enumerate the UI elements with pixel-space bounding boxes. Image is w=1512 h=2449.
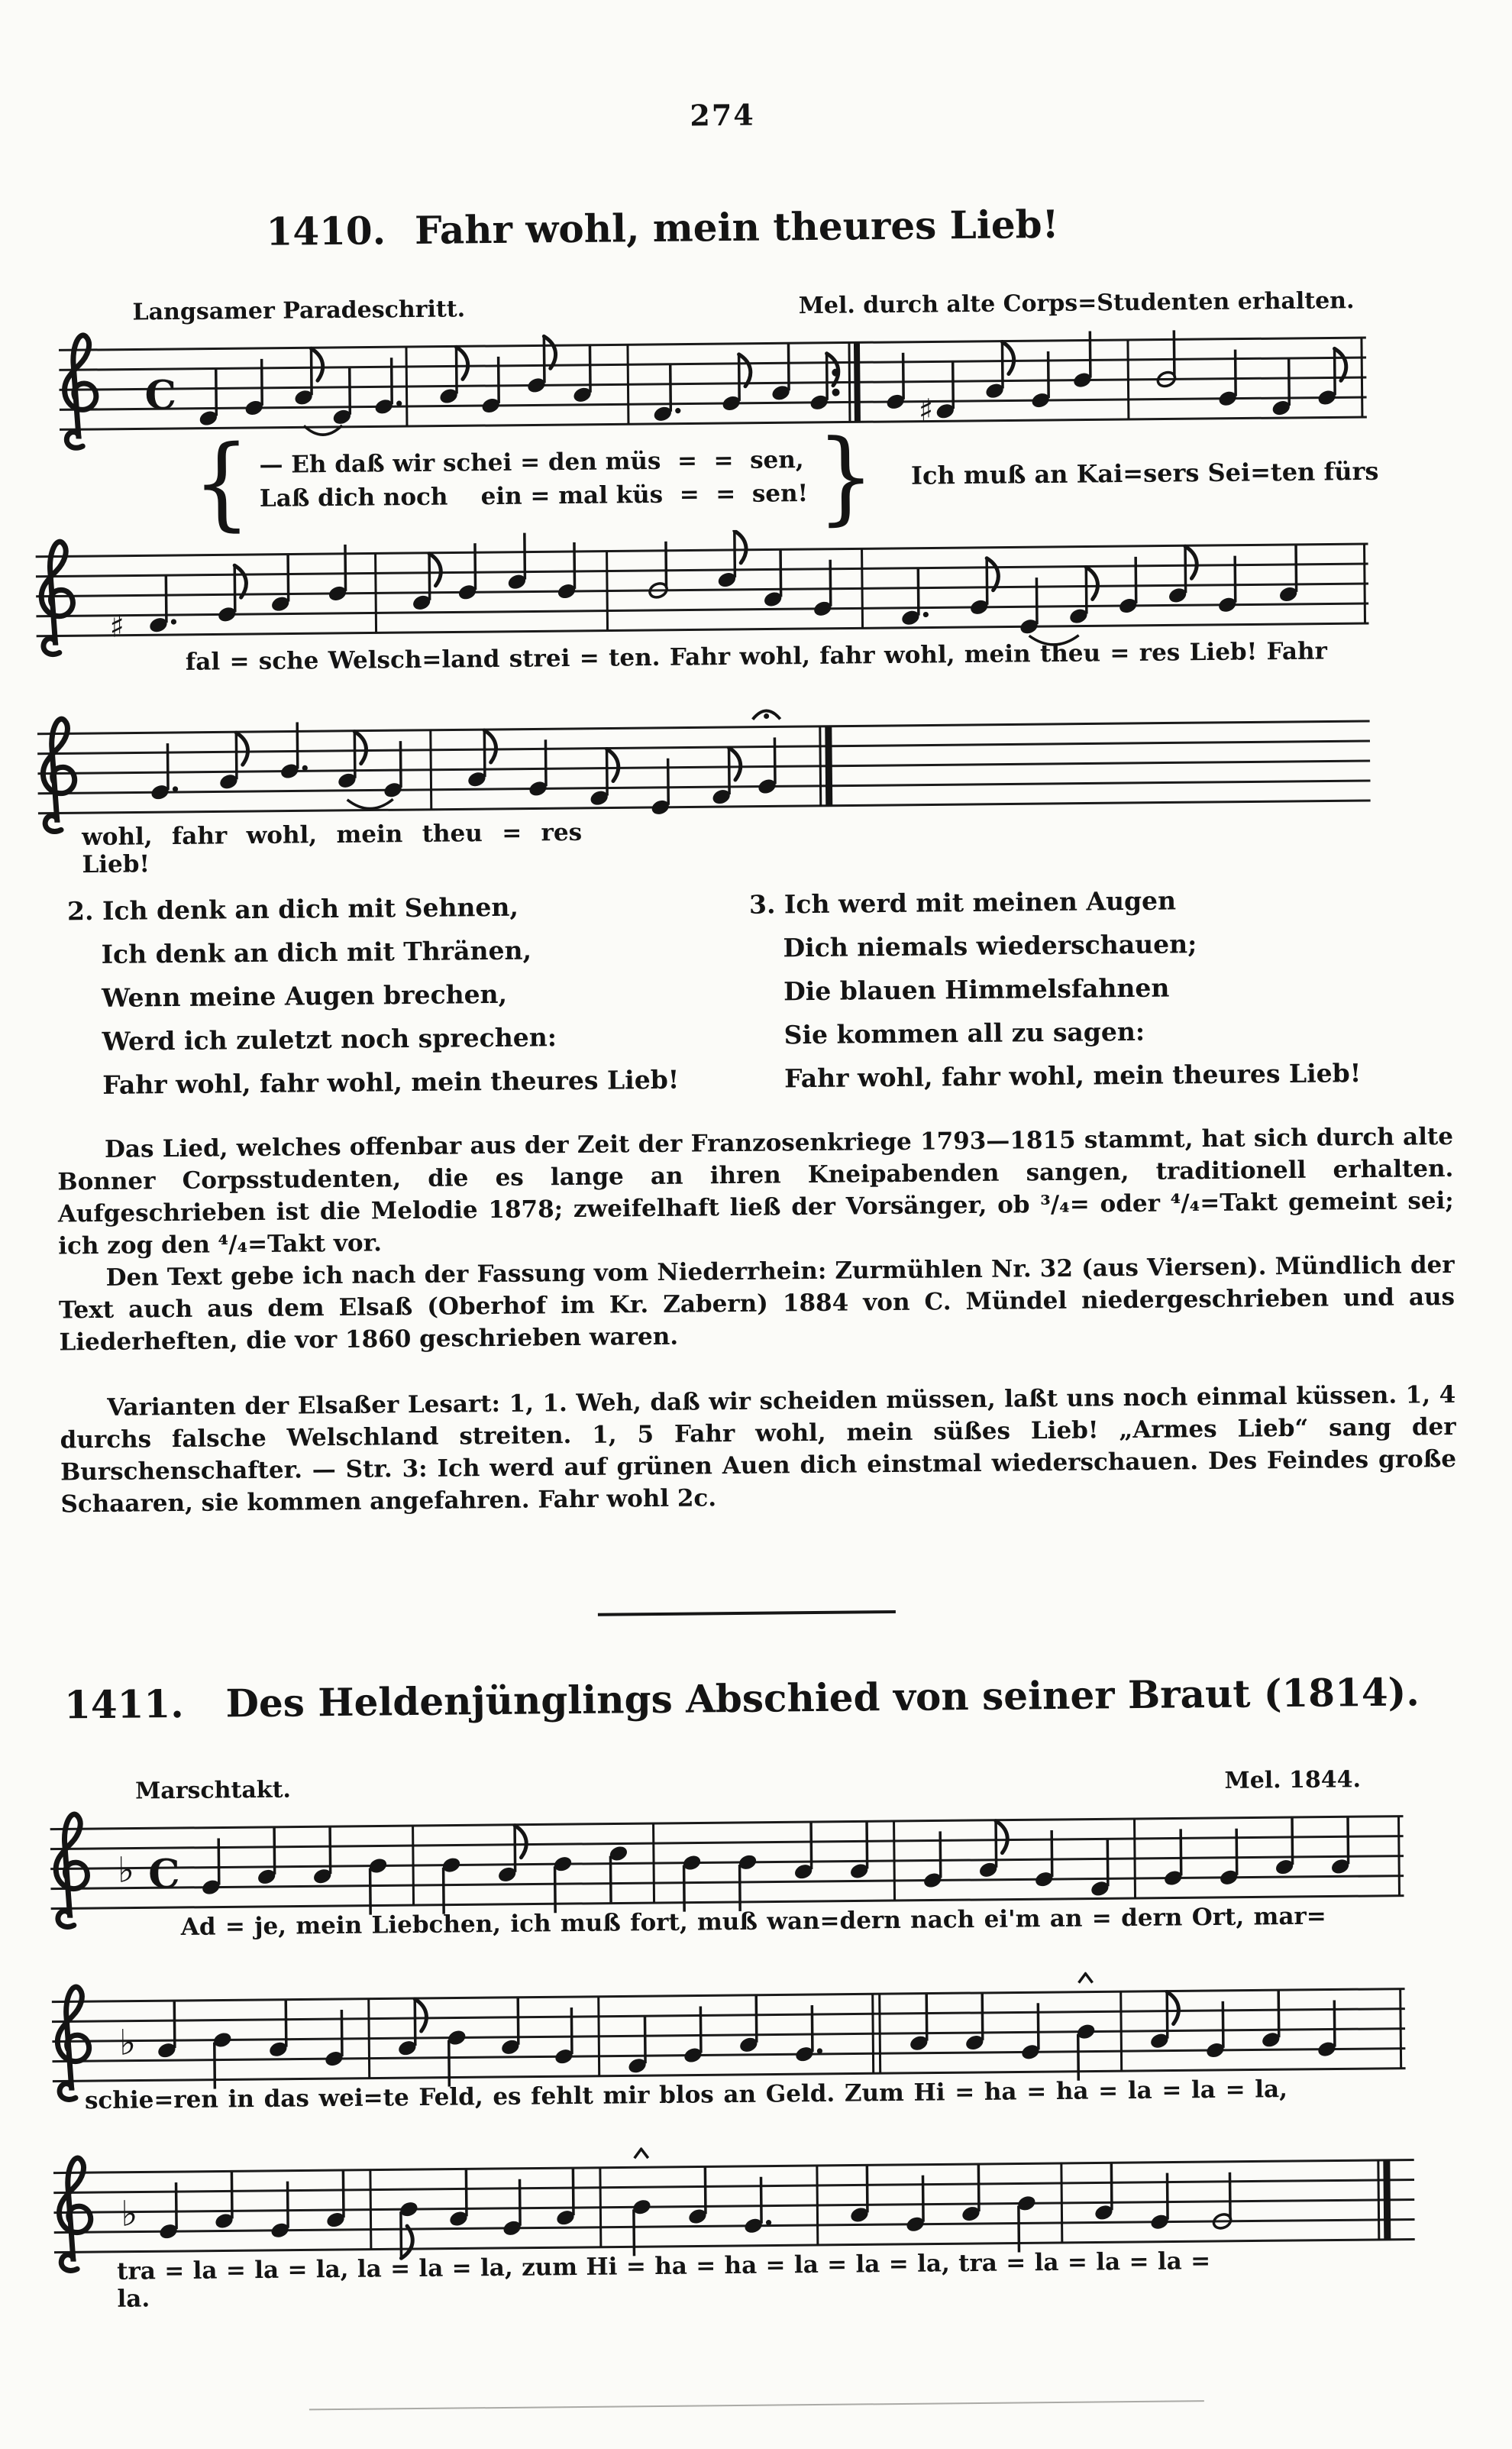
song-1411-number: 1411. <box>63 1681 184 1728</box>
couplet-row-a: — Eh daß wir schei = den müs = = sen, <box>259 446 804 479</box>
couplet-rows <box>259 446 808 513</box>
tempo-marking-1411: Marschtakt. <box>134 1776 292 1805</box>
verse-2-line: Werd ich zuletzt noch sprechen: <box>102 1022 557 1056</box>
lyrics-1411-line-2: schie=ren in das wei=te Feld, es fehlt mir blos an Geld. Zum Hi = ha = ha = la = la = la, <box>84 2075 1288 2115</box>
couplet-row-b: Laß dich noch ein = mal küs = = sen! <box>259 480 809 513</box>
svg-text:C: C <box>147 1850 180 1898</box>
svg-text:♯: ♯ <box>109 609 125 645</box>
page-number: 274 <box>690 97 755 133</box>
commentary-paragraph-2: Den Text gebe ich nach der Fassung vom Niederrhein: Zurmühlen Nr. 32 (aus Viersen). Mündlich der Text auch aus dem Elsaß (Oberhof im Kr. Zabern) 1884 von C. Mündel niedergeschrieben und aus Liederheften, die vor 1860 geschrieben waren. <box>58 1250 1455 1357</box>
verse-2-line: 2. Ich denk an dich mit Sehnen, <box>66 891 519 927</box>
melody-credit-1411: Mel. 1844. <box>1224 1766 1362 1794</box>
commentary-paragraph-1: Das Lied, welches offenbar aus der Zeit der Franzosenkriege 1793—1815 stammt, hat sich durch alte Bonner Corpsstudenten, die es lange an ihren Kneipabenden sangen, traditionell erhalten. Aufgeschrieben ist die Melodie 1878; zweifelhaft ließ der Vorsänger, ob ³/₄= oder ⁴/₄=Takt gemeint sei; ich zog den ⁴/₄=Takt vor. <box>57 1122 1454 1260</box>
section-divider <box>598 1610 896 1616</box>
song-1410-title <box>0 199 1335 257</box>
lyrics-1411-line-3: tra = la = la = la, la = la = la, zum Hi = ha = ha = la = la = la, tra = la = la = la = la. <box>116 2247 1211 2313</box>
verse-2-line: Ich denk an dich mit Thränen, <box>101 935 532 969</box>
verse-2 <box>67 884 680 1108</box>
lyrics-line-2: fal = sche Welsch=land strei = ten. Fahr wohl, fahr wohl, mein theu = res Lieb! Fahr <box>185 637 1328 676</box>
tempo-marking-1410: Langsamer Paradeschritt. <box>132 296 466 326</box>
verse-3-line: 3. Ich werd mit meinen Augen <box>748 885 1177 920</box>
brace-right-icon: } <box>816 416 875 536</box>
verse1-couplet <box>192 416 1379 542</box>
verse-3-line: Sie kommen all zu sagen: <box>783 1016 1145 1050</box>
verse-3 <box>749 877 1362 1101</box>
commentary-paragraph-variants: Varianten der Elsaßer Lesart: 1, 1. Weh, daß wir scheiden müssen, laßt uns noch einmal küssen. 1, 4 durchs falsche Welschland streiten. 1, 5 Fahr wohl, mein süßes Lieb! „Armes Lieb“ sang der Burschenschafter. — Str. 3: Ich werd auf grünen Auen dich einstmal wiederschauen. Des Feindes große Schaaren, sie kommen angefahren. Fahr wohl 2c. <box>60 1380 1457 1519</box>
song-1410-number: 1410. <box>266 208 386 254</box>
svg-text:♭: ♭ <box>119 2021 137 2063</box>
svg-text:♭: ♭ <box>121 2192 138 2234</box>
svg-text:C: C <box>144 371 177 419</box>
verses-block <box>0 875 1509 1100</box>
brace-left-icon: { <box>192 422 251 542</box>
verse-3-line: Die blauen Himmelsfahnen <box>783 972 1170 1007</box>
commentary-block <box>57 1121 1457 1521</box>
lyrics-1411-line-1: Ad = je, mein Liebchen, ich muß fort, muß wan=dern nach ei'm an = dern Ort, mar= <box>180 1902 1326 1941</box>
verse-3-line: Dich niemals wiederschauen; <box>783 929 1197 963</box>
song-1411-title <box>64 1669 1469 1728</box>
svg-text:♯: ♯ <box>918 393 934 429</box>
lyrics-line-3: wohl, fahr wohl, mein theu = res Lieb! <box>81 818 583 879</box>
melody-credit-1410: Mel. durch alte Corps=Studenten erhalten. <box>798 287 1355 320</box>
song-1410-title-text: Fahr wohl, mein theures Lieb! <box>414 201 1059 253</box>
verse-2-line: Fahr wohl, fahr wohl, mein theures Lieb! <box>102 1064 680 1100</box>
verse-2-line: Wenn meine Augen brechen, <box>101 979 508 1013</box>
bottom-rule <box>309 2400 1204 2410</box>
svg-text:♭: ♭ <box>117 1849 135 1891</box>
couplet-continuation: Ich muß an Kai=sers Sei=ten fürs <box>910 456 1379 490</box>
verse-3-line: Fahr wohl, fahr wohl, mein theures Lieb! <box>784 1058 1362 1094</box>
song-1411-title-text: Des Heldenjünglings Abschied von seiner Braut (1814). <box>225 1669 1420 1726</box>
